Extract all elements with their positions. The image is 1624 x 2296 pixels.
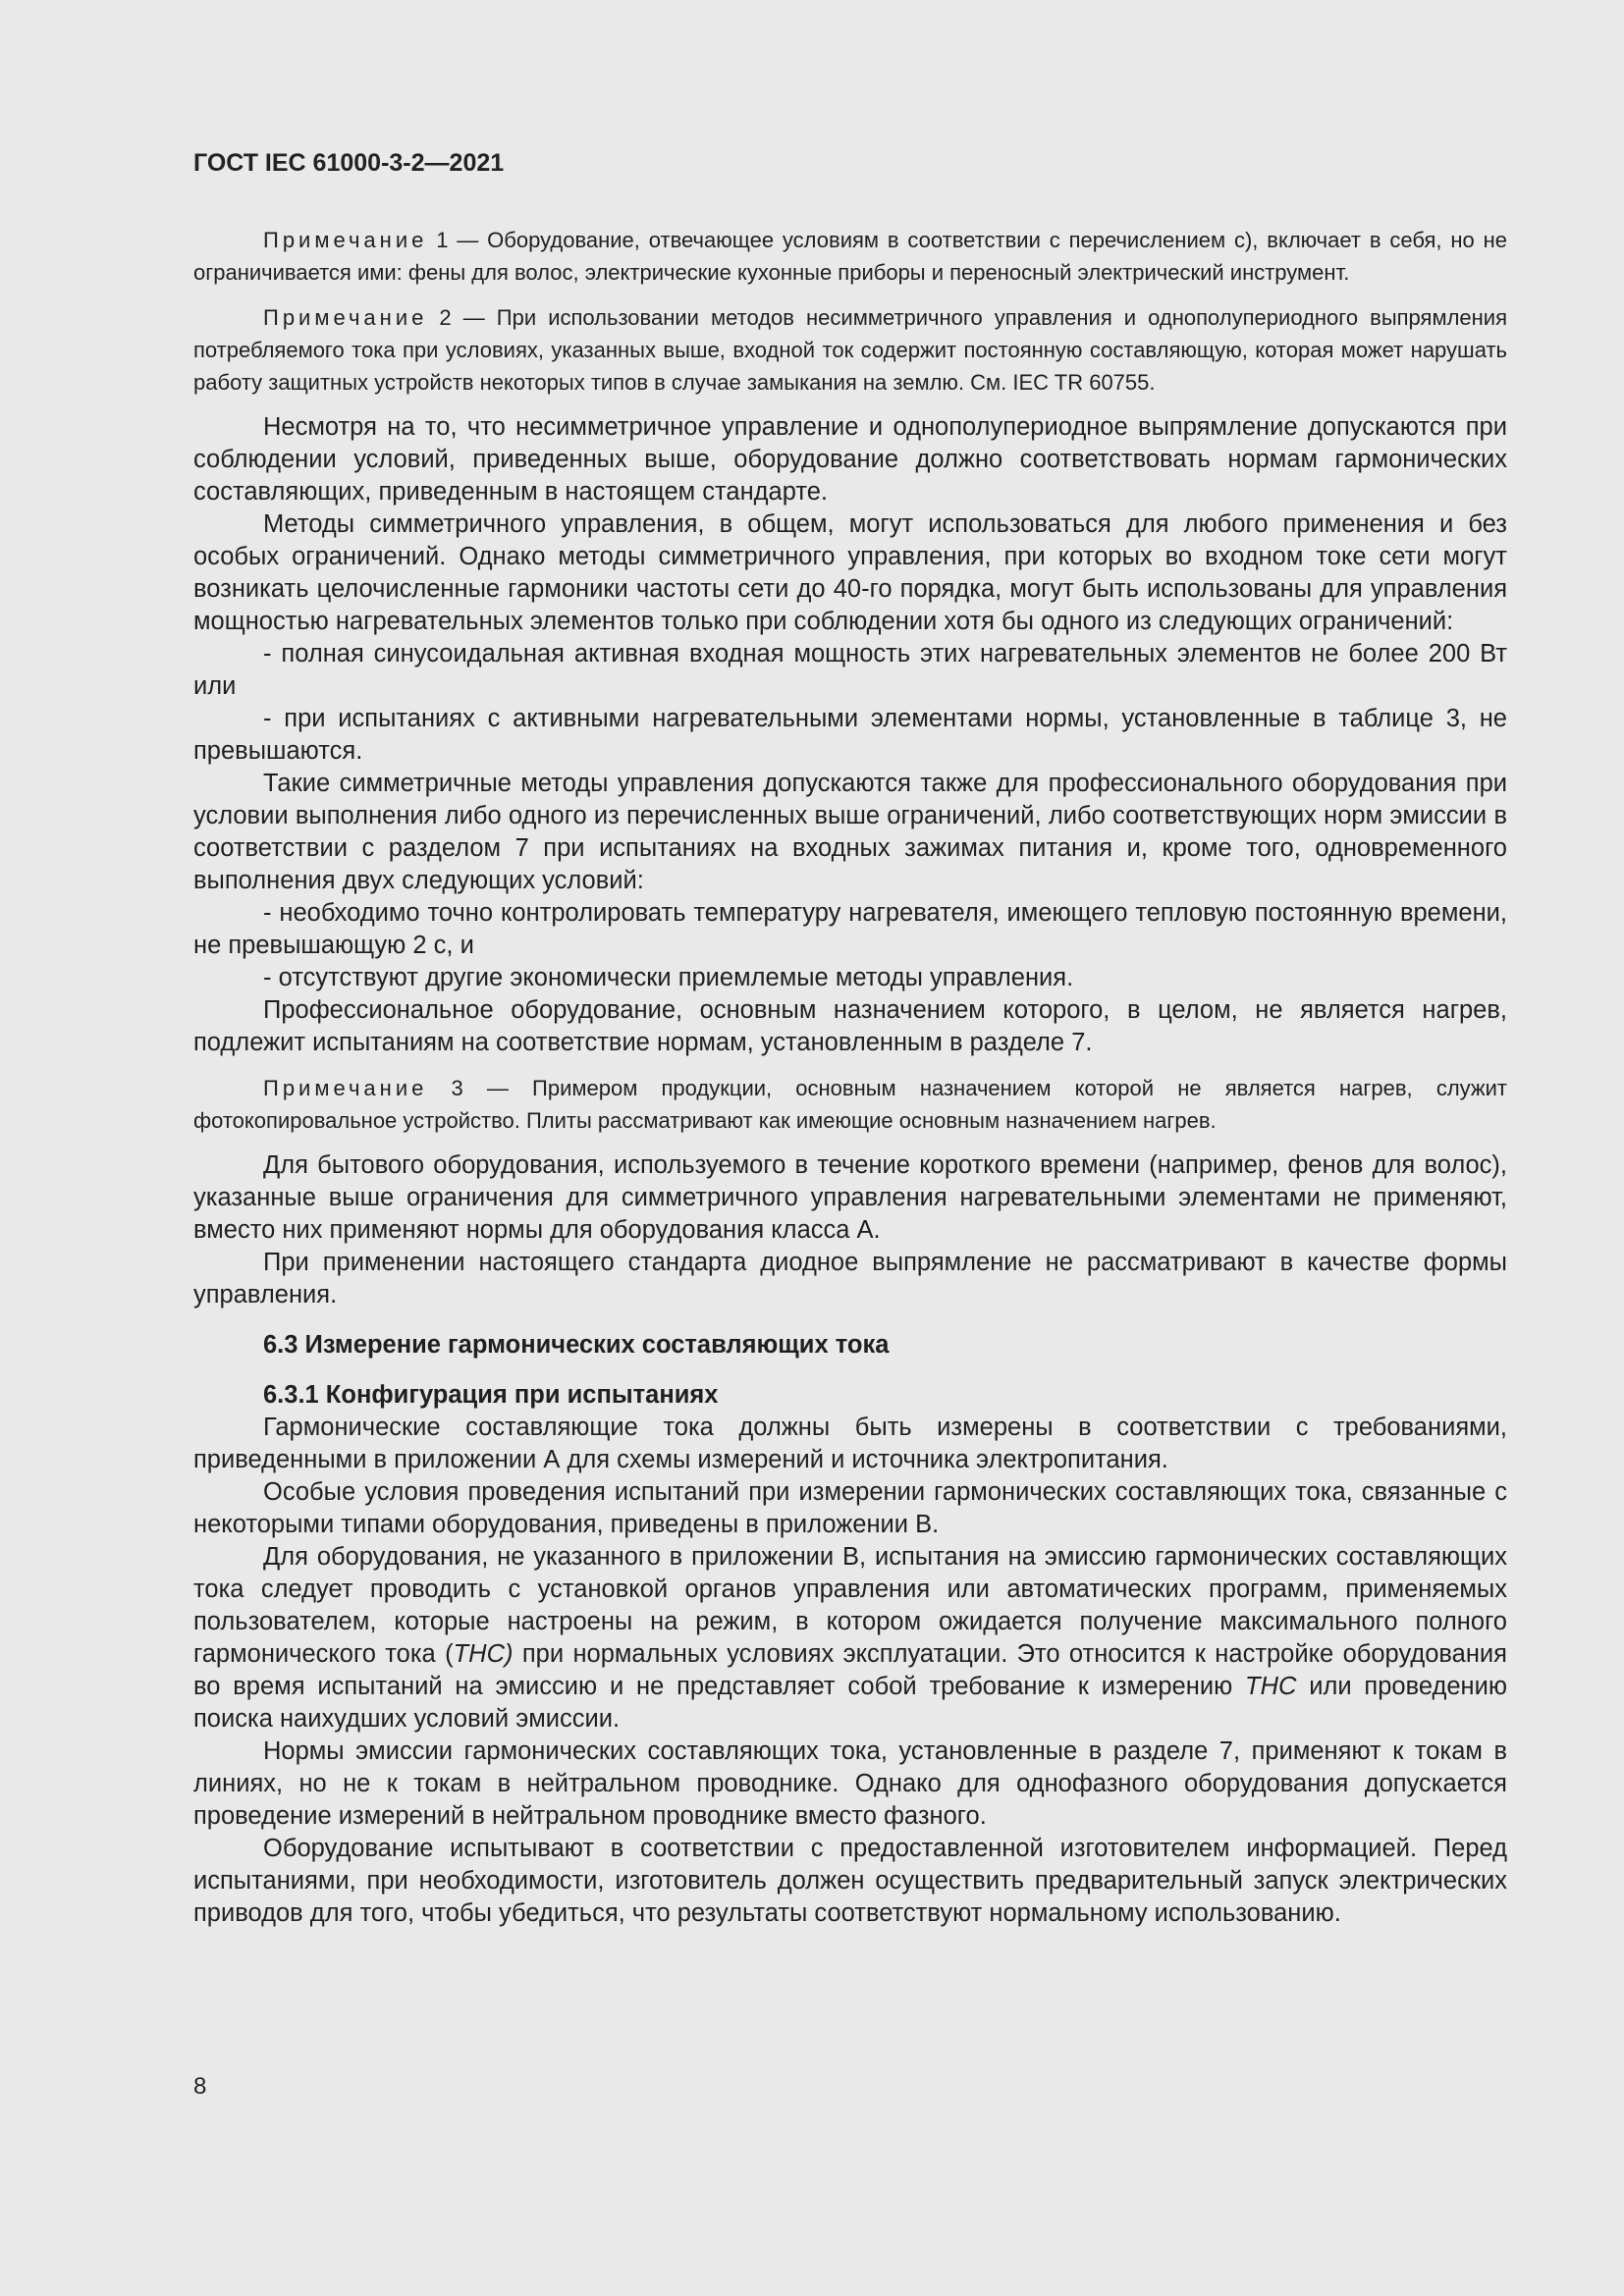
note-label: Примечание (263, 305, 428, 330)
note-text: 3 — Примером продукции, основным назначением которой не является нагрев, служит фотокопировальное устройство. Плиты рассматривают как имеющие основным назначением нагрев. (193, 1076, 1507, 1133)
document-body (193, 224, 1507, 1930)
note-text: 1 — Оборудование, отвечающее условиям в соответствии с перечислением с), включает в себя, но не ограничивается ими: фены для волос, электрические кухонные приборы и переносный электрический инструмент. (193, 228, 1507, 285)
note-3 (193, 1072, 1507, 1137)
list-item: - отсутствуют другие экономически приемлемые методы управления. (263, 964, 1074, 991)
text-run: при нормальных условиях эксплуатации. Это относится к настройке оборудования во время испытаний на эмиссию и не представляет собой требование к измерению (193, 1640, 1507, 1700)
section-heading-6-3-1: 6.3.1 Конфигурация при испытаниях (263, 1381, 719, 1409)
paragraph: Такие симметричные методы управления допускаются также для профессионального оборудования при условии выполнения либо одного из перечисленных выше ограничений, либо соответствующих норм эмиссии в соответствии с разделом 7 при испытаниях на входных зажимах питания и, кроме того, одновременного выполнения двух следующих условий: (193, 770, 1507, 894)
text-run: или проведению поиска наихудших условий эмиссии. (193, 1673, 1507, 1733)
list-item: - при испытаниях с активными нагревательными элементами нормы, установленные в таблице 3, не превышаются. (193, 705, 1507, 765)
paragraph: При применении настоящего стандарта диодное выпрямление не рассматривают в качестве формы управления. (193, 1249, 1507, 1308)
thc-term: THC (1245, 1673, 1297, 1700)
paragraph: Профессиональное оборудование, основным назначением которого, в целом, не является нагрев, подлежит испытаниям на соответствие нормам, установленным в разделе 7. (193, 996, 1507, 1056)
paragraph: Несмотря на то, что несимметричное управление и однополупериодное выпрямление допускаются при соблюдении условий, приведенных выше, оборудование должно соответствовать нормам гармонических составляющих, приведенным в настоящем стандарте. (193, 413, 1507, 506)
paragraph: Гармонические составляющие тока должны быть измерены в соответствии с требованиями, приведенными в приложении А для схемы измерений и источника электропитания. (193, 1414, 1507, 1473)
text-run: Для оборудования, не указанного в приложении В, испытания на эмиссию гармонических составляющих тока следует проводить с установкой органов управления или автоматических программ, применяемых пользователем, которые настроены на режим, в котором ожидается получение максимального полного гармонического тока ( (193, 1543, 1507, 1668)
note-label: Примечание (263, 228, 428, 252)
paragraph (193, 1541, 1507, 1735)
paragraph: Методы симметричного управления, в общем, могут использоваться для любого применения и без особых ограничений. Однако методы симметричного управления, при которых во входном токе сети могут возникать целочисленные гармоники частоты сети до 40-го порядка, могут быть использованы для управления мощностью нагревательных элементов только при соблюдении хотя бы одного из следующих ограничений: (193, 510, 1507, 635)
note-label: Примечание (263, 1076, 428, 1100)
note-text: 2 — При использовании методов несимметричного управления и однополупериодного выпрямления потребляемого тока при условиях, указанных выше, входной ток содержит постоянную составляющую, которая может нарушать работу защитных устройств некоторых типов в случае замыкания на землю. См. IEC TR 60755. (193, 305, 1507, 395)
page-number: 8 (193, 2073, 207, 2100)
section-heading-6-3: 6.3 Измерение гармонических составляющих тока (263, 1331, 890, 1359)
thc-term: THC) (453, 1640, 514, 1668)
paragraph: Для бытового оборудования, используемого в течение короткого времени (например, фенов для волос), указанные выше ограничения для симметричного управления нагревательными элементами не применяют, вместо них применяют нормы для оборудования класса А. (193, 1151, 1507, 1244)
paragraph: Оборудование испытывают в соответствии с предоставленной изготовителем информацией. Перед испытаниями, при необходимости, изготовитель должен осуществить предварительный запуск электрических приводов для того, чтобы убедиться, что результаты соответствуют нормальному использованию. (193, 1835, 1507, 1927)
paragraph: Нормы эмиссии гармонических составляющих тока, установленные в разделе 7, применяют к токам в линиях, но не к токам в нейтральном проводнике. Однако для однофазного оборудования допускается проведение измерений в нейтральном проводнике вместо фазного. (193, 1737, 1507, 1830)
note-1 (193, 224, 1507, 289)
note-2 (193, 301, 1507, 399)
document-header: ГОСТ IEC 61000-3-2—2021 (193, 149, 505, 177)
paragraph: Особые условия проведения испытаний при измерении гармонических составляющих тока, связанные с некоторыми типами оборудования, приведены в приложении В. (193, 1478, 1507, 1538)
list-item: - полная синусоидальная активная входная мощность этих нагревательных элементов не более 200 Вт или (193, 640, 1507, 700)
list-item: - необходимо точно контролировать температуру нагревателя, имеющего тепловую постоянную времени, не превышающую 2 с, и (193, 899, 1507, 959)
